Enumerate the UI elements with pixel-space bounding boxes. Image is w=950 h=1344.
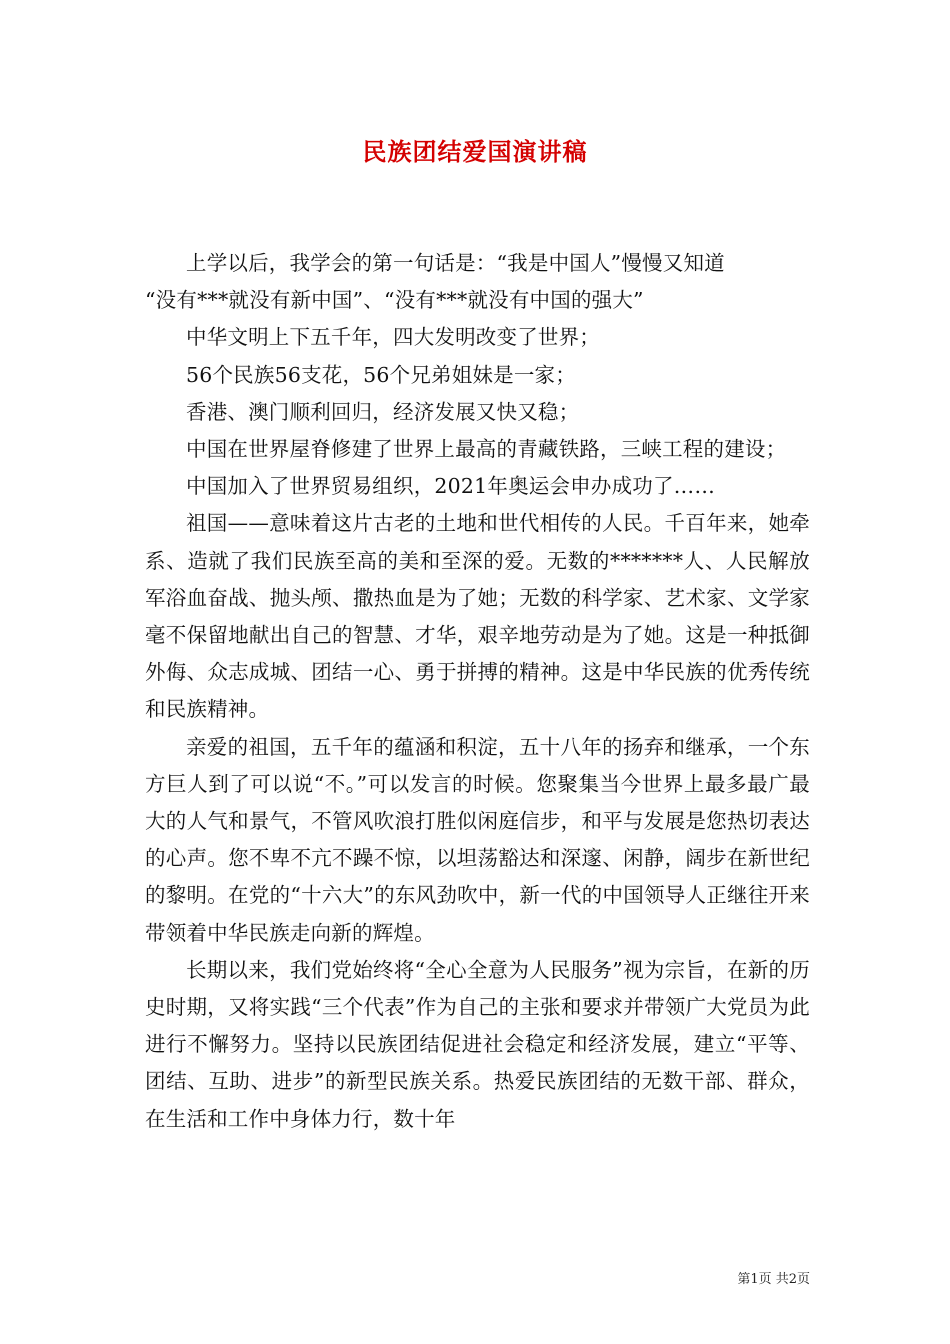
paragraph-1: 上学以后，我学会的第一句话是：“我是中国人”慢慢又知道 [186, 251, 725, 275]
paragraph-9: 亲爱的祖国，五千年的蕴涵和积淀，五十八年的扬弃和继承，一个东方巨人到了可以说“不。”可以发言的时候。您聚集当今世界上最多最广最大的人气和景气，不管风吹浪打胜似闲庭信步，和平与发展是您热切表达的心声。您不卑不亢不躁不惊，以坦荡豁达和深邃、闲静，阔步在新世纪的黎明。在党的“十六大”的东风劲吹中，新一代的中国领导人正继往开来带领着中华民族走向新的辉煌。 [145, 734, 810, 945]
page-number-footer: 第1页 共2页 [737, 1272, 810, 1287]
paragraph-2: “没有***就没有新中国”、“没有***就没有中国的强大” [145, 288, 644, 313]
paragraph-6: 中国在世界屋脊修建了世界上最高的青藏铁路，三峡工程的建设； [186, 437, 787, 462]
paragraph-7: 中国加入了世界贸易组织，2021年奥运会申办成功了…… [186, 474, 716, 499]
page-title: 民族团结爱国演讲稿 [362, 137, 588, 166]
paragraph-8: 祖国——意味着这片古老的土地和世代相传的人民。千百年来，她牵系、造就了我们民族至高的美和至深的爱。无数的*******人、人民解放军浴血奋战、抛头颅、撒热血是为了她；无数的科学家、艺术家、文学家毫不保留地献出自己的智慧、才华，艰辛地劳动是为了她。这是一种抵御外侮、众志成城、团结一心、勇于拼搏的精神。这是中华民族的优秀传统和民族精神。 [145, 511, 810, 722]
paragraph-3: 中华文明上下五千年，四大发明改变了世界； [186, 325, 600, 350]
paragraph-5: 香港、澳门顺利回归，经济发展又快又稳； [186, 399, 580, 424]
paragraph-4: 56个民族56支花，56个兄弟姐妹是一家； [186, 362, 576, 387]
paragraph-10: 长期以来，我们党始终将“全心全意为人民服务”视为宗旨，在新的历史时期，又将实践“三个代表”作为自己的主张和要求并带领广大党员为此进行不懈努力。坚持以民族团结促进社会稳定和经济发展，建立“平等、团结、互助、进步”的新型民族关系。热爱民族团结的无数干部、群众，在生活和工作中身体力行，数十年 [145, 957, 810, 1131]
document-body [145, 245, 810, 1138]
